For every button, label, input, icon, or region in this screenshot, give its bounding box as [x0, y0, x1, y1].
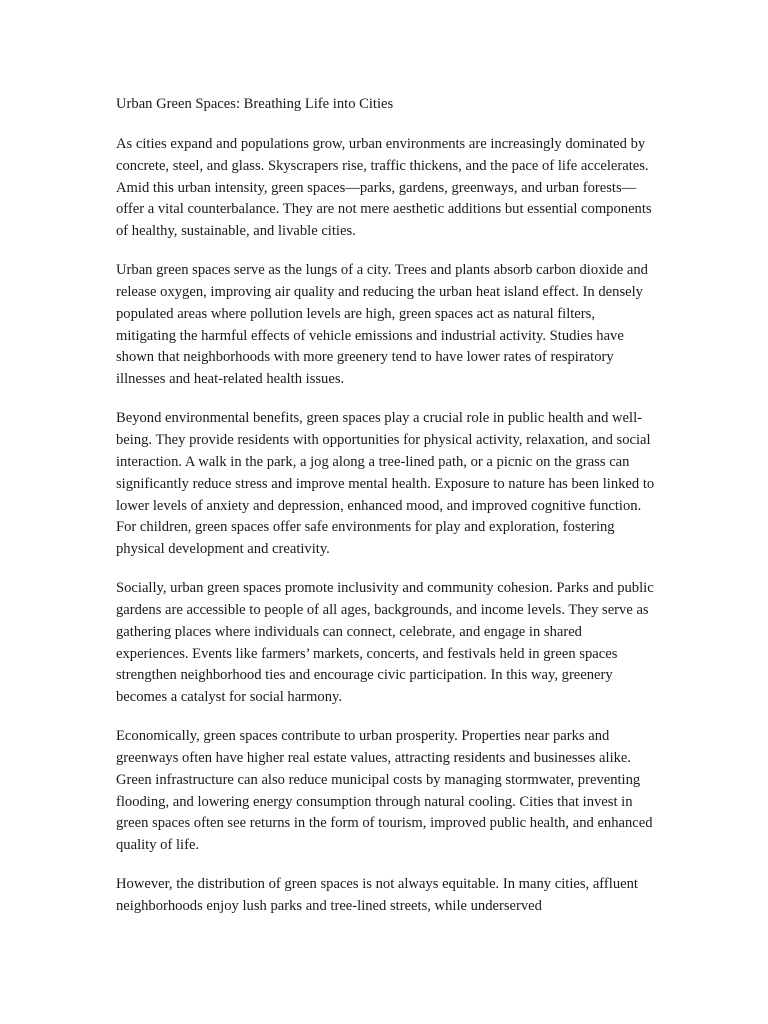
document-title: Urban Green Spaces: Breathing Life into Cities — [116, 96, 394, 112]
paragraph-2: Urban green spaces serve as the lungs of a city. Trees and plants absorb carbon dioxide and release oxygen, improving air quality and reducing the urban heat island effect. In densely populated areas where pollution levels are high, green spaces act as natural filters, mitigating the harmful effects of vehicle emissions and industrial activity. Studies have shown that neighborhoods with more greenery tend to have lower rates of respiratory illnesses and heat-related health issues. — [116, 262, 648, 388]
paragraph-1: As cities expand and populations grow, urban environments are increasingly dominated by concrete, steel, and glass. Skyscrapers rise, traffic thickens, and the pace of life accelerates. Amid this urban intensity, green spaces—parks, gardens, greenways, and urban forests—offer a vital counterbalance. They are not mere aesthetic additions but essential components of healthy, sustainable, and livable cities. — [116, 135, 652, 240]
paragraph-4: Socially, urban green spaces promote inclusivity and community cohesion. Parks and public gardens are accessible to people of all ages, backgrounds, and income levels. They serve as gathering places where individuals can connect, celebrate, and engage in shared experiences. Events like farmers’ markets, concerts, and festivals held in green spaces strengthen neighborhood ties and encourage civic participation. In this way, greenery becomes a catalyst for social harmony. — [116, 580, 654, 706]
paragraph-5: Economically, green spaces contribute to urban prosperity. Properties near parks and greenways often have higher real estate values, attracting residents and businesses alike. Green infrastructure can also reduce municipal costs by managing stormwater, preventing flooding, and lowering energy consumption through natural cooling. Cities that invest in green spaces often see returns in the form of tourism, improved public health, and enhanced quality of life. — [116, 728, 653, 854]
paragraph-3: Beyond environmental benefits, green spaces play a crucial role in public health and well-being. They provide residents with opportunities for physical activity, relaxation, and social interaction. A walk in the park, a jog along a tree-lined path, or a picnic on the grass can significantly reduce stress and improve mental health. Exposure to nature has been linked to lower levels of anxiety and depression, enhanced mood, and improved cognitive function. For children, green spaces offer safe environments for play and exploration, fostering physical development and creativity. — [116, 410, 655, 558]
paragraph-6: However, the distribution of green spaces is not always equitable. In many cities, affluent neighborhoods enjoy lush parks and tree-lined streets, while underserved — [116, 876, 638, 914]
document-body — [116, 94, 656, 935]
